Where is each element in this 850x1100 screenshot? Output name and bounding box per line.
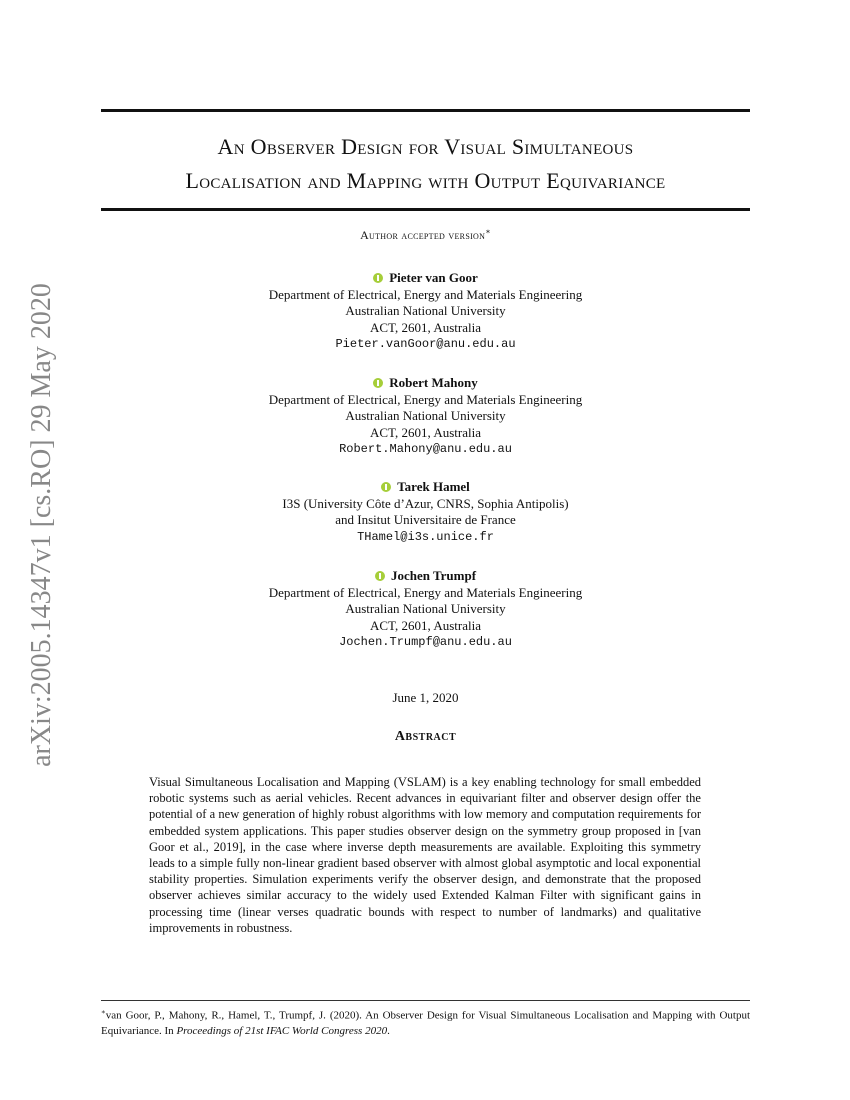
author-email[interactable]: THamel@i3s.unice.fr xyxy=(357,529,494,544)
abstract-body: Visual Simultaneous Localisation and Mapping (VSLAM) is a key enabling technology for small embedded robotic systems such as aerial vehicles. Recent advances in equivariant filter and observer design offer the potential of a new generation of highly robust algorithms with low memory and computation requirements for embedded system applications. This paper studies observer design on the symmetry group proposed in [van Goor et al., 2019], in the case where inverse depth measurements are available. Exploiting this symmetry leads to a simple fully non-linear gradient based observer with almost global asymptotic and local exponential stability properties. Simulation experiments verify the observer design, and demonstrate that the proposed observer achieves similar accuracy to the widely used Extended Kalman Filter with significant gains in processing time (linear verses quadratic bounds with respect to number of landmarks) and qualitative improvements in robustness. xyxy=(149,775,701,935)
author-affiliation: ACT, 2601, Australia xyxy=(370,424,481,440)
author-affiliation: and Insitut Universitaire de France xyxy=(335,512,516,527)
footnote xyxy=(101,1005,750,1039)
title-line-2: Localisation and Mapping with Output Equivariance xyxy=(185,168,666,193)
footnote-text: van Goor, P., Mahony, R., Hamel, T., Trumpf, J. (2020). An Observer Design for Visual Simultaneous Localisation and Mapping with Output Equivariance. In xyxy=(101,1009,750,1037)
author-block xyxy=(101,479,750,545)
author-name: Pieter van Goor xyxy=(389,270,478,285)
paper-title xyxy=(101,130,750,198)
orcid-icon[interactable] xyxy=(373,273,383,283)
author-affiliation: Department of Electrical, Energy and Materials Engineering xyxy=(268,286,583,302)
subtitle: Author accepted version∗ xyxy=(360,227,491,242)
author-affiliation: ACT, 2601, Australia xyxy=(370,319,481,335)
orcid-icon[interactable] xyxy=(373,378,383,388)
author-name: Tarek Hamel xyxy=(397,479,470,494)
author-email[interactable]: Jochen.Trumpf@anu.edu.au xyxy=(339,635,512,649)
author-affiliation: Australian National University xyxy=(345,601,506,616)
author-affiliation: ACT, 2601, Australia xyxy=(370,617,481,633)
title-line-1: An Observer Design for Visual Simultaneous xyxy=(217,134,634,159)
footnote-venue: Proceedings of 21st IFAC World Congress 2020 xyxy=(176,1024,388,1037)
title-bottom-rule xyxy=(101,208,750,211)
author-email[interactable]: Robert.Mahony@anu.edu.au xyxy=(339,442,512,456)
author-affiliation: Australian National University xyxy=(345,408,506,423)
author-block xyxy=(101,375,750,458)
subtitle-footnote-mark: ∗ xyxy=(485,227,491,236)
title-top-rule xyxy=(101,109,750,112)
author-email[interactable]: Pieter.vanGoor@anu.edu.au xyxy=(335,337,516,351)
orcid-icon[interactable] xyxy=(375,571,385,581)
paper-date: June 1, 2020 xyxy=(392,690,459,705)
author-name: Jochen Trumpf xyxy=(390,568,477,583)
author-affiliation: Department of Electrical, Energy and Materials Engineering xyxy=(268,584,583,600)
author-affiliation: Australian National University xyxy=(345,303,506,318)
author-block xyxy=(101,270,750,353)
author-block xyxy=(101,568,750,651)
footnote-end: . xyxy=(387,1024,390,1037)
abstract-heading: Abstract xyxy=(394,729,457,744)
author-affiliation: I3S (University Côte d’Azur, CNRS, Sophia Antipolis) xyxy=(282,495,569,511)
author-name: Robert Mahony xyxy=(389,375,478,390)
orcid-icon[interactable] xyxy=(381,482,391,492)
arxiv-stamp: arXiv:2005.14347v1 [cs.RO] 29 May 2020 xyxy=(26,283,57,767)
author-affiliation: Department of Electrical, Energy and Materials Engineering xyxy=(268,391,583,407)
footnote-mark: ∗ xyxy=(101,1008,106,1016)
footnote-rule xyxy=(101,1000,750,1001)
